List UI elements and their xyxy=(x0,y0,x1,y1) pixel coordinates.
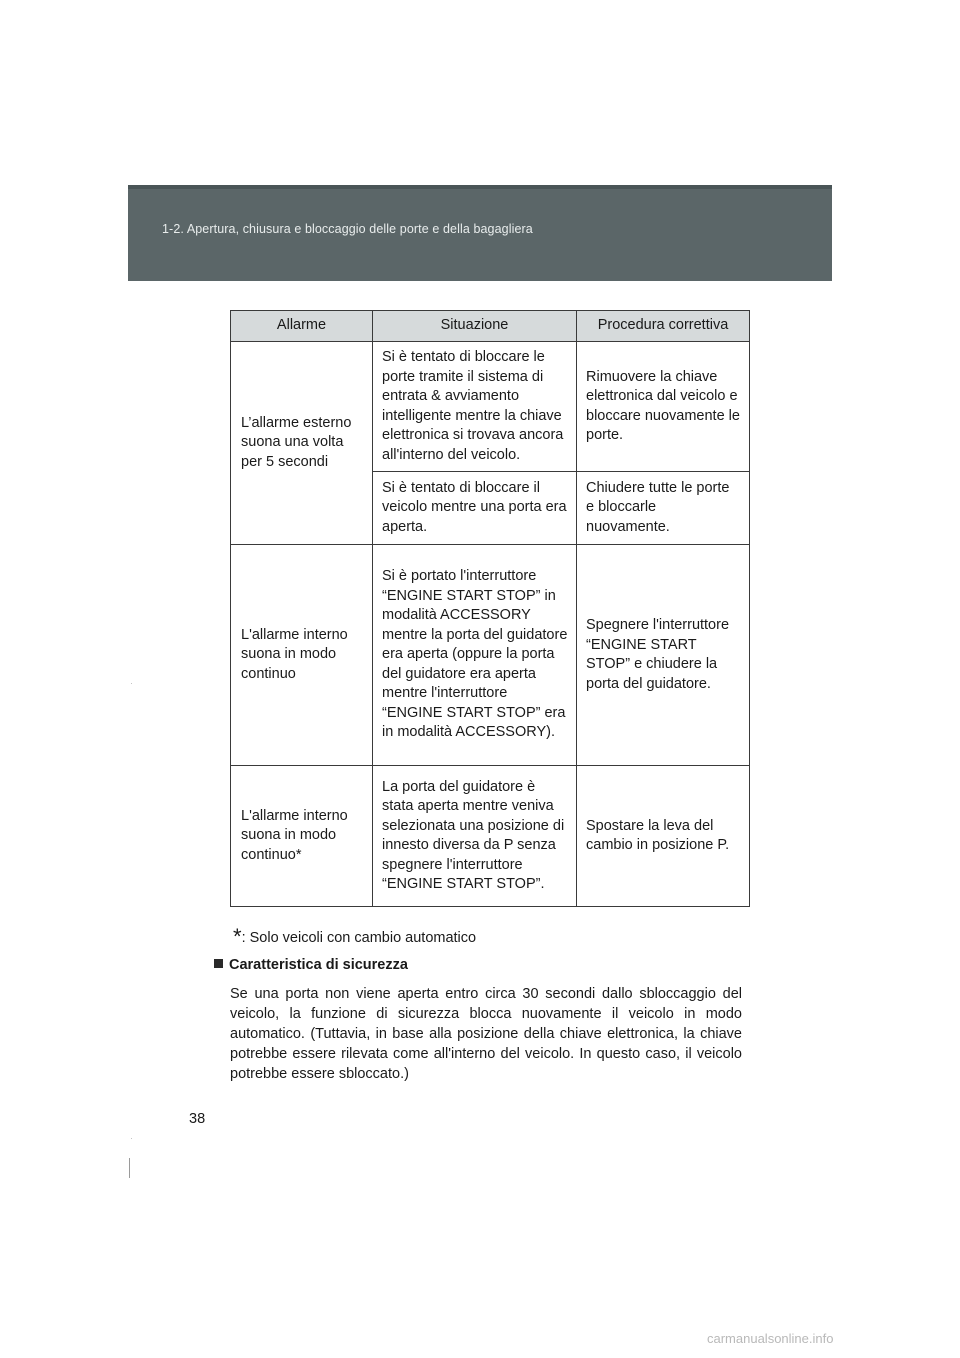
procedure-cell: Chiudere tutte le porte e bloccarle nuovamente. xyxy=(577,472,750,545)
procedure-cell: Spegnere l'interruttore “ENGINE START STOP” e chiudere la porta del guidatore. xyxy=(577,545,750,766)
footnote-text: : Solo veicoli con cambio automatico xyxy=(241,930,477,946)
table-header-row xyxy=(231,311,750,342)
watermark: carmanualsonline.info xyxy=(707,1331,834,1346)
situation-cell: La porta del guidatore è stata aperta mentre veniva selezionata una posizione di innesto diversa da P senza spegnere l'interruttore “ENGINE START STOP”. xyxy=(373,766,577,907)
alarm-cell: L'allarme interno suona in modo continuo* xyxy=(231,766,373,907)
margin-rule xyxy=(129,1158,130,1178)
column-header-alarm: Allarme xyxy=(231,311,373,342)
column-header-situation: Situazione xyxy=(373,311,577,342)
situation-cell: Si è portato l'interruttore “ENGINE START STOP” in modalità ACCESSORY mentre la porta del guidatore era aperta (oppure la porta del guidatore era aperta mentre l'interruttore “ENGINE START STOP” era in modalità ACCESSORY). xyxy=(373,545,577,766)
situation-cell: Si è tentato di bloccare le porte tramite il sistema di entrata & avviamento intelligente mentre la chiave elettronica si trovava ancora all'interno del veicolo. xyxy=(373,342,577,472)
section-heading xyxy=(214,957,408,973)
table-row xyxy=(231,766,750,907)
section-body: Se una porta non viene aperta entro circa 30 secondi dallo sbloccaggio del veicolo, la funzione di sicurezza blocca nuovamente il veicolo in modo automatico. (Tuttavia, in base alla posizione della chiave elettronica, la chiave potrebbe essere rilevata come all'interno del veicolo. In questo caso, il veicolo potrebbe essere sbloccato.) xyxy=(230,986,742,1082)
margin-tick xyxy=(131,683,132,684)
alarm-cell: L’allarme esterno suona una volta per 5 secondi xyxy=(231,342,373,545)
table-row xyxy=(231,545,750,766)
margin-tick xyxy=(131,1138,132,1139)
footnote xyxy=(233,924,476,950)
alarm-cell: L'allarme interno suona in modo continuo xyxy=(231,545,373,766)
alarm-table xyxy=(230,310,750,907)
page-number: 38 xyxy=(189,1111,206,1127)
table-row xyxy=(231,342,750,472)
header-top-strip xyxy=(128,185,832,189)
situation-cell: Si è tentato di bloccare il veicolo mentre una porta era aperta. xyxy=(373,472,577,545)
section-title-text: Caratteristica di sicurezza xyxy=(229,957,408,973)
chapter-header-band xyxy=(128,185,832,281)
square-bullet-icon xyxy=(214,959,223,968)
procedure-cell: Rimuovere la chiave elettronica dal veicolo e bloccare nuovamente le porte. xyxy=(577,342,750,472)
column-header-procedure: Procedura correttiva xyxy=(577,311,750,342)
procedure-cell: Spostare la leva del cambio in posizione P. xyxy=(577,766,750,907)
section-title: 1-2. Apertura, chiusura e bloccaggio delle porte e della bagagliera xyxy=(162,222,533,236)
footnote-marker: * xyxy=(233,924,242,949)
